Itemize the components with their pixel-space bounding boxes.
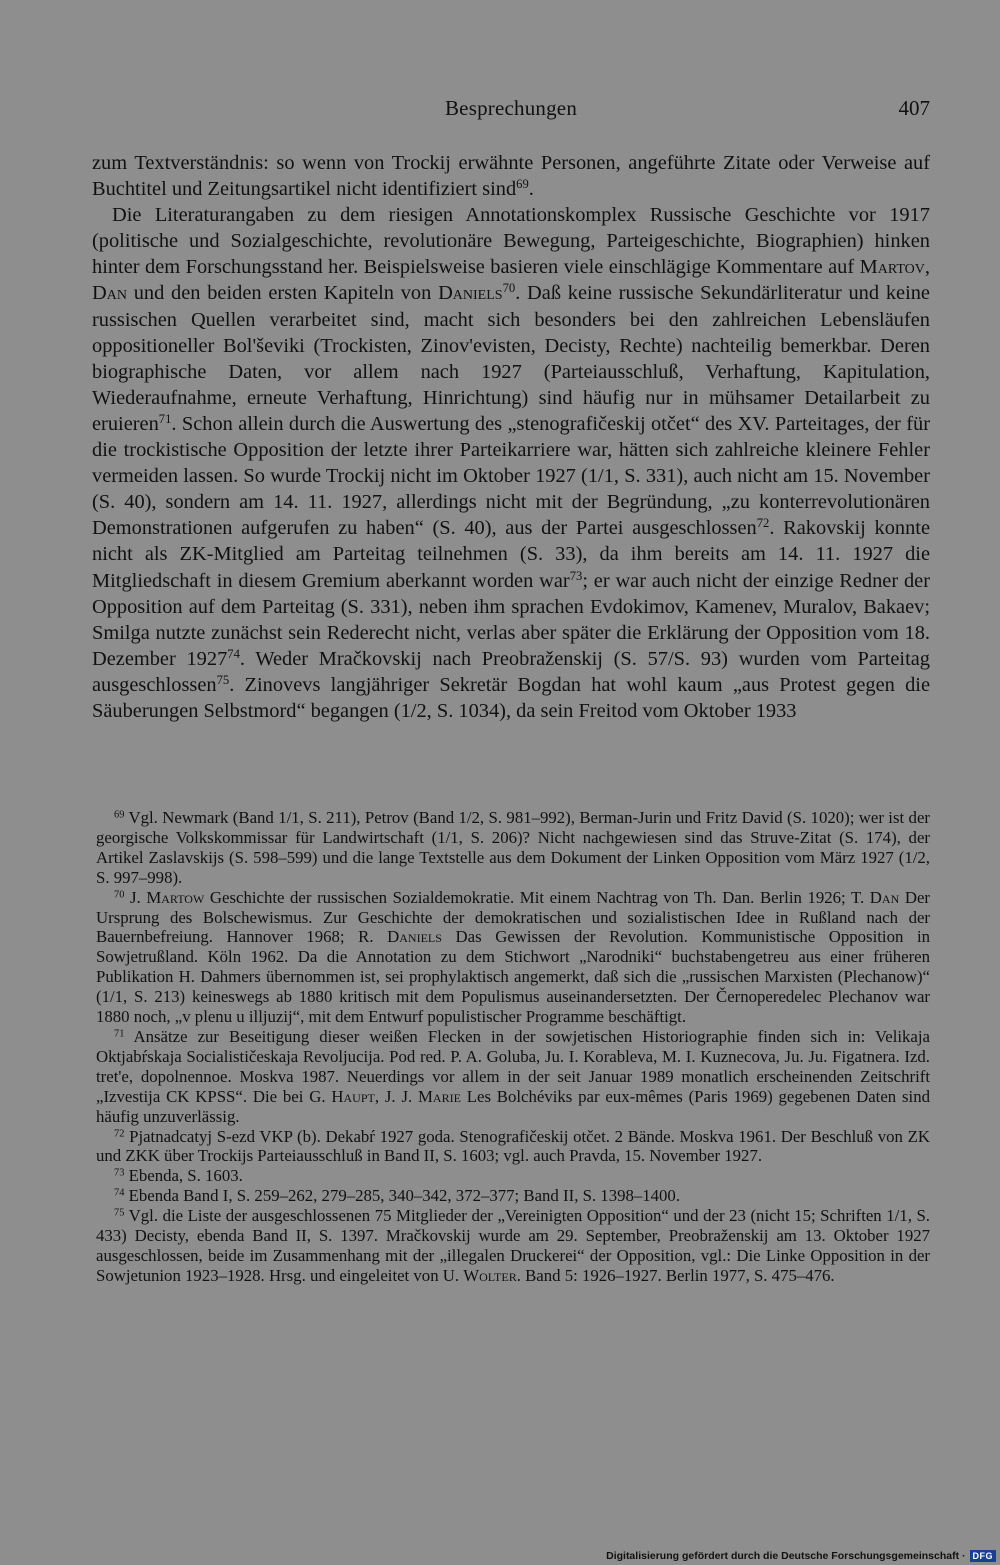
- footnote-reference: 69: [516, 177, 529, 192]
- author-name: Dan: [92, 282, 127, 305]
- text-run: , J. J.: [374, 1086, 418, 1106]
- paragraph: [92, 202, 930, 724]
- text-run: .: [528, 178, 534, 201]
- author-name: Marie: [418, 1086, 461, 1106]
- paragraph: [92, 150, 930, 202]
- footnote-73: [96, 1166, 930, 1186]
- footnote-reference: 73: [114, 1167, 125, 1179]
- footnote-reference: 74: [114, 1187, 125, 1199]
- text-run: und den beiden ersten Kapiteln von: [126, 282, 439, 305]
- text-run: Der Ursprung des Bolschewismus. Zur Geschichte der demokratischen und sozialistischen Idee in Rußland nach der Bauernbefreiung. Hannover 1968; R.: [96, 887, 930, 947]
- text-run: Geschichte der russischen Sozialdemokratie. Mit einem Nachtrag von Th. Dan. Berlin 1926; T.: [204, 887, 870, 907]
- text-run: Das Gewissen der Revolution. Kommunistische Opposition in Sowjetrußland. Köln 1962. Da die Annotation zu dem Stichwort „Narodniki“ buchstabengetreu aus einer früheren Publikation H. Dahmers übernommen ist, sei prophylaktisch angemerkt, daß sich die „russischen Marxisten (Plechanow)“ (1/1, S. 213) keineswegs ab 1880 kritisch mit dem Populismus auseinandersetzten. Der Černoperedelec Plechanov war 1880 noch, „v plenu u illjuzij“, mit dem Entwurf populistischer Programme beschäftigt.: [96, 927, 931, 1027]
- footnote-70: [96, 888, 930, 1027]
- footnote-69: [96, 808, 930, 888]
- running-title: Besprechungen: [444, 96, 578, 120]
- text-run: . Schon allein durch die Auswertung des „stenografičeskij otčet“ des XV. Parteitages, der für die trockistische Opposition der letzte ihrer Parteikarriere war, hätten sich zahlreiche kleinere Fehler vermeiden lassen. So wurde Trockij nicht im Oktober 1927 (1/1, S. 331), auch nicht am 15. November (S. 40), sondern am 14. 11. 1927, allerdings nicht mit der Begründung, „zu konterrevolutionären Demonstrationen aufgerufen zu haben“ (S. 40), aus der Partei ausgeschlossen: [92, 412, 930, 540]
- footnote-reference: 75: [216, 672, 230, 687]
- footnotes: [96, 808, 930, 1286]
- text-run: . Band 5: 1926–1927. Berlin 1977, S. 475–476.: [516, 1265, 835, 1285]
- author-name: Haupt: [331, 1086, 375, 1106]
- footnote-72: [96, 1127, 930, 1167]
- text-run: . Weder Mračkovskij nach Preobraženskij (S. 57/S. 93) wurden vom Parteitag ausgeschlossen: [92, 647, 930, 696]
- footnote-74: [96, 1186, 930, 1206]
- footnote-71: [96, 1027, 930, 1127]
- author-name: Daniels: [387, 927, 442, 947]
- text-run: . Rakovskij konnte nicht als ZK-Mitglied am Parteitag teilnehmen (S. 33), da ihm bereits am 14. 11. 1927 die Mitgliedschaft in diesem Gremium aberkannt worden war: [92, 517, 930, 592]
- text-run: Pjatnadcatyj S-ezd VKP (b). Dekabŕ 1927 goda. Stenografičeskij otčet. 2 Bände. Moskva 1961. Der Beschluß von ZK und ZKK über Trockijs Parteiausschluß in Band II, S. 1603; vgl. auch Pravda, 15. November 1927.: [96, 1126, 930, 1166]
- text-run: zum Textverständnis: so wenn von Trockij erwähnte Personen, angeführte Zitate oder Verweise auf Buchtitel und Zeitungsartikel nicht identifiziert sind: [92, 152, 930, 201]
- footnote-reference: 69: [114, 809, 125, 821]
- author-name: Dan: [869, 887, 900, 907]
- text-run: Vgl. die Liste der ausgeschlossenen 75 Mitglieder der „Vereinigten Opposition“ und der 23 (nicht 15; Schriften 1/1, S. 433) Decisty, ebenda Band II, S. 1397. Mračkovskij wurde am 29. September, Preobraženskij am 13. Oktober 1927 ausgeschlossen, beide im Zusammenhang mit der „illegalen Druckerei“ der Opposition, vgl.: Die Linke Opposition in der Sowjetunion 1923–1928. Hrsg. und eingeleitet von U.: [96, 1206, 930, 1285]
- footnote-reference: 74: [227, 646, 240, 661]
- text-run: Ebenda, S. 1603.: [124, 1166, 243, 1186]
- author-name: Daniels: [438, 282, 503, 305]
- footnote-reference: 72: [114, 1127, 125, 1139]
- digitization-credit: [606, 1550, 996, 1562]
- author-name: Martow: [146, 887, 205, 907]
- text-run: ; er war auch nicht der einzige Redner der Opposition auf dem Parteitag (S. 331), neben ihm sprachen Evdokimov, Kamenev, Muralov, Bakaev; Smilga nutzte zunächst sein Rederecht nicht, verlas aber später die Erklärung der Opposition vom 18. Dezember 1927: [92, 569, 930, 670]
- author-name: Martov: [859, 256, 925, 279]
- footnote-reference: 75: [114, 1207, 125, 1219]
- footnote-reference: 72: [756, 516, 770, 531]
- footnote-75: [96, 1206, 930, 1286]
- footnote-reference: 71: [158, 411, 172, 426]
- running-head: [92, 96, 930, 126]
- text-run: Vgl. Newmark (Band 1/1, S. 211), Petrov (Band 1/2, S. 981–992), Berman-Jurin und Fritz David (S. 1020); wer ist der georgische Volkskommissar für Landwirtschaft (1/1, S. 206)? Nicht nachgewiesen sind das Struve-Zitat (S. 174), der Artikel Zaslavskijs (S. 598–599) und die lange Textstelle aus dem Dokument der Linken Opposition vom März 1927 (1/2, S. 997–998).: [96, 808, 930, 887]
- page-number: 407: [898, 96, 930, 120]
- text-run: Die Literaturangaben zu dem riesigen Annotationskomplex Russische Geschichte vor 1917 (politische und Sozialgeschichte, revolutionäre Bewegung, Parteigeschichte, Biographien) hinken hinter dem Forschungsstand her. Beispielsweise basieren viele einschlägige Kommentare auf: [92, 204, 930, 279]
- text-run: . Zinovevs langjähriger Sekretär Bogdan hat wohl kaum „aus Protest gegen die Säuberungen Selbstmord“ begangen (1/2, S. 1034), da sein Freitod vom Oktober 1933: [92, 673, 930, 722]
- text-run: ,: [924, 256, 930, 279]
- credit-text: Digitalisierung gefördert durch die Deutsche Forschungsgemeinschaft ·: [606, 1550, 966, 1562]
- text-run: J.: [124, 887, 147, 907]
- text-run: . Daß keine russische Sekundärliteratur und keine russischen Quellen verarbeitet sind, macht sich besonders bei den zahlreichen Lebensläufen oppositioneller Bol'ševiki (Trockisten, Zinov'evisten, Decisty, Rechte) nachteilig bemerkbar. Deren biographische Daten, vor allem nach 1927 (Parteiausschluß, Verhaftung, Kapitulation, Wiederaufnahme, erneute Verhaftung, Hinrichtung) sind häufig nur in mühsamer Detailarbeit zu eruieren: [92, 282, 930, 435]
- main-text: [92, 150, 930, 724]
- dfg-logo-icon: DFG: [970, 1550, 997, 1562]
- text-run: Les Bolchéviks par eux-mêmes (Paris 1969) gegebenen Daten sind häufig unzuverlässig.: [96, 1086, 930, 1126]
- text-run: Ebenda Band I, S. 259–262, 279–285, 340–342, 372–377; Band II, S. 1398–1400.: [124, 1186, 681, 1206]
- footnote-reference: 71: [114, 1028, 125, 1040]
- author-name: Wolter: [463, 1265, 517, 1285]
- footnote-reference: 70: [114, 888, 125, 900]
- footnote-reference: 73: [569, 568, 583, 583]
- footnote-reference: 70: [502, 281, 516, 296]
- text-run: Ansätze zur Beseitigung dieser weißen Flecken in der sowjetischen Historiographie finden sich in: Velikaja Oktjabŕskaja Socialističeskaja Revoljucija. Pod red. P. A. Goluba, Ju. I. Korableva, M. I. Kuznecova, Ju. Ju. Figatnera. Izd. tret'e, dopolnennoe. Moskva 1987. Neuerdings vor allem in der seit Januar 1989 monatlich erscheinenden Zeitschrift „Izvestija CK KPSS“. Die bei G.: [96, 1026, 930, 1106]
